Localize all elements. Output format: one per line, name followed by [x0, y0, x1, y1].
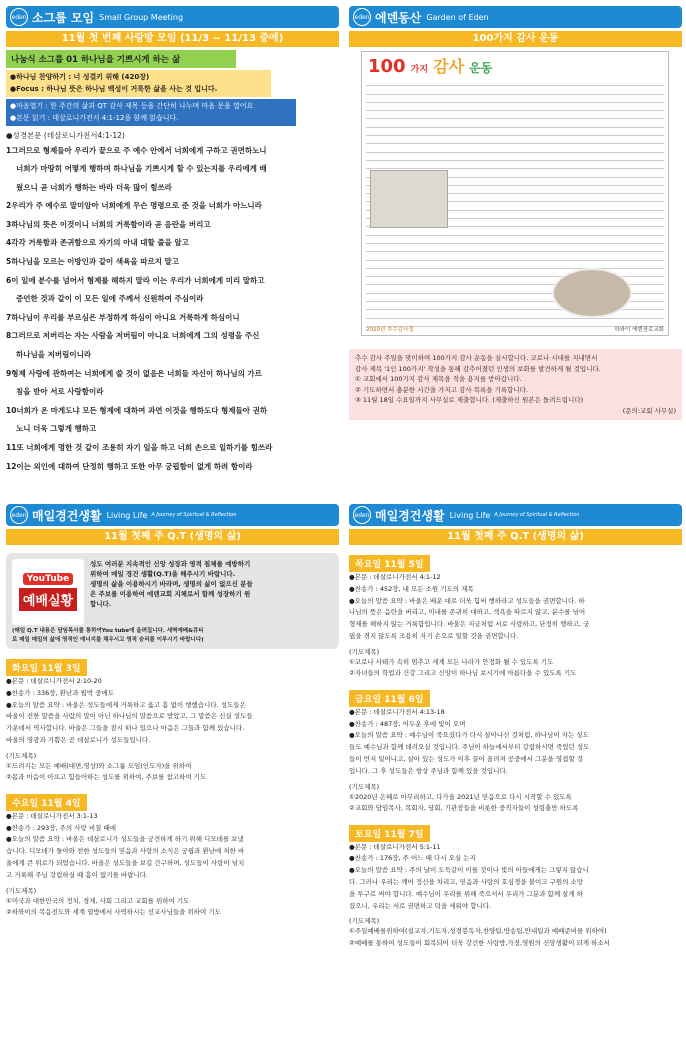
qt-line: ●찬송가 : 336장, 환난과 핍박 중에도	[6, 688, 115, 697]
opening-line: ●마음열기 : 한 주간의 삶과 QT 감사 제목 등을 간단히 나누며 마음 문을 열어요	[10, 102, 254, 110]
scripture-verse: 10너희가 온 마게도냐 모든 형제에 대하여 과연 이것을 행하도다 형제들아 권하	[6, 405, 268, 415]
scripture-verses	[6, 142, 339, 477]
qt-line: ●오늘의 말씀 요약 : 예수님이 죽으셨다가 다시 살아나신 것처럼, 하나님이 자는 성도	[349, 731, 589, 740]
scripture-verse: 8그러므로 저버리는 자는 사람을 저버림이 아니요 너희에게 그의 성령을 주신	[6, 331, 260, 341]
scripture-verse: 2우리가 주 예수로 말미암아 너희에게 무슨 명령으로 준 것을 너희가 아느니라	[6, 201, 262, 211]
qt-day-label: 목요일 11월 5일	[349, 555, 430, 572]
eden-logo-icon: eden	[10, 8, 28, 26]
sheet-line	[366, 244, 664, 252]
praise-line: ●하나님 찬양하기 : 너 성결키 위해 (420장)	[10, 73, 150, 81]
sheet-line	[366, 227, 664, 235]
living-life-left-section	[6, 504, 339, 919]
qt-day	[349, 821, 682, 950]
youtube-notice-footer	[6, 627, 339, 649]
sheet-church: 하와이 에덴장로교회	[614, 327, 664, 333]
scripture-verse: 6이 일에 분수를 넘어서 형제를 해하지 말라 이는 우리가 너희에게 미리 말하고	[6, 275, 265, 285]
scripture-verse: 1그러므로 형제들아 우리가 끝으로 주 예수 안에서 너희에게 구하고 권면하노니	[6, 145, 267, 155]
scripture-verse: 7하나님이 우리를 부르심은 부정하게 하심이 아니요 거룩하게 하심이니	[6, 312, 240, 322]
sheet-line	[366, 261, 664, 269]
section-title: 매일경건생활	[32, 508, 102, 523]
sheet-line	[366, 119, 664, 127]
thanks-banner: 100가지 감사 운동	[349, 31, 682, 47]
notice-step: ① 교회에서 100가지 감사 제목을 적을 용지를 받아갑니다.	[355, 375, 522, 383]
prayer-item: ①코로나 사태가 속히 멈추고 세계 모든 나라가 안정화 될 수 있도록 기도	[349, 657, 554, 666]
qt-line: ●찬송가 : 293장, 주의 사랑 비칠 때에	[6, 823, 117, 832]
scripture-verse: 3하나님의 뜻은 이것이니 너희의 거룩함이라 곧 음란을 버리고	[6, 219, 211, 229]
notice-step: ② 기도하면서 충분한 시간을 가지고 감사 목록을 기록합니다.	[355, 385, 529, 394]
prayer-title: (기도제목)	[349, 782, 380, 791]
section-subtitle: Living Life	[449, 510, 491, 520]
qt-line: ●본문 : 데살로니가전서 3:1-13	[6, 811, 98, 820]
prayer-item: ②몸과 마음이 아프고 힘들어하는 성도를 위하여, 주보를 참고하여 기도	[6, 773, 207, 782]
qt-day-label: 수요일 11월 4일	[6, 794, 87, 811]
living-life-header	[6, 504, 339, 526]
qt-day	[349, 686, 682, 815]
qt-line: 울에게 큰 위로가 되었습니다. 바울은 성도들을 보길 간구하며, 성도들이 사랑이 넘치	[6, 858, 245, 867]
scripture-verse: 침을 받아 서로 사랑함이라	[16, 387, 104, 397]
qt-line: 들이 먼저 일어나고, 살아 있는 성도가 이후 끌어 올려져 공중에서 그분을 영접할 것	[349, 754, 584, 763]
thanks-notice	[349, 349, 682, 420]
notice-line: (매일 Q.T 내용은 담임목사를 통하여You tube에 올려집니다. 새벽예배&큐티	[12, 628, 204, 634]
notice-line: 성도 여러분 지속적인 신앙 성장과 영적 침체를 예방하기	[90, 560, 251, 568]
notice-step: ③ 11월 18일 수요일까지 사무실로 제출합니다. (제출하신 원본은 돌려드립니다)	[355, 396, 584, 404]
youtube-icon: YouTube	[23, 573, 73, 585]
qt-day-label: 화요일 11월 3일	[6, 659, 87, 676]
sheet-title-movement: 운동	[469, 61, 493, 75]
qt-line: 입니다. 그 후 성도들은 항상 주님과 함께 있을 것입니다.	[349, 766, 508, 775]
section-tagline: A Journey of Spiritual & Reflection	[151, 512, 237, 518]
prayer-item: ②자녀들의 학업과 건강 그리고 신앙이 하나님 보시기에 아름다울 수 있도록 기도	[349, 669, 577, 678]
qt-day	[349, 551, 682, 680]
prayer-item: ①드려지는 모든 예배(대면,영상)와 소그룹 모임(인도자)을 위하여	[6, 761, 192, 770]
prayer-item: ①미국과 대한민국의 정치, 경제, 사회 그리고 교회를 위하여 기도	[6, 896, 190, 905]
qt-banner: 11월 첫째 주 Q.T (생명의 삶)	[349, 529, 682, 545]
scripture-heading: ●성경본문 (데살로니가전서4:1-12)	[6, 131, 125, 140]
section-subtitle: Living Life	[106, 510, 148, 520]
youtube-notice	[6, 553, 339, 631]
qt-day	[6, 655, 339, 784]
notice-contact: (문의:교회 사무실)	[622, 406, 676, 415]
qt-line: ●찬송가 : 487장, 어두운 후에 빛이 오며	[349, 719, 466, 728]
small-group-section	[6, 6, 339, 476]
qt-line: 들도 예수님과 함께 데려오실 것입니다. 주님이 하늘에서부터 강림하시면 죽었던 성도	[349, 743, 590, 752]
qt-days-right	[349, 551, 682, 949]
qt-line: 바울의 영광과 기쁨은 곧 데살로니가 성도들입니다.	[6, 735, 151, 744]
scripture-verse: 5하나님을 모르는 이방인과 같이 색욕을 따르지 말고	[6, 257, 180, 267]
youtube-notice-text	[90, 559, 253, 625]
section-tagline: A Journey of Spiritual & Reflection	[494, 512, 580, 518]
qt-line: ●오늘의 말씀 요약 : 바울은 배운 대로 더욱 힘써 행하라고 성도들을 권면합니다. 하	[349, 596, 585, 605]
notice-line: 로 매일 매일의 삶에 영적인 에너지를 채우시고 영적 승리를 이루시기 바랍니다)	[12, 637, 204, 643]
scripture-verse: 11또 너희에게 명한 것 같이 조용히 자기 일을 하고 너희 손으로 일하기를 힘쓰라	[6, 443, 273, 452]
qt-line: 다. 그러나 우리는 깨어 정신을 차리고, 믿음과 사랑의 호심경을 붙이고 구원의 소망	[349, 877, 584, 886]
qt-line: ●오늘의 말씀 요약 : 바울은 성도들에게 거룩하고 옳고 흠 없이 행했습니다. 성도들은	[6, 700, 246, 709]
sheet-line	[366, 236, 664, 244]
prayer-item: ①2020년 은혜로 마무리하고, 다가올 2021년 믿음으로 다시 시작할 수 있도록	[349, 792, 572, 801]
sheet-line	[366, 153, 664, 161]
focus-line: ●Focus : 하나님 뜻은 하나님 백성이 거룩한 삶을 사는 것 입니다.	[10, 84, 218, 93]
sheet-line	[366, 310, 664, 318]
scripture-verse: 12이는 외인에 대하여 단정히 행하고 또한 아무 궁핍함이 없게 하려 함이라	[6, 461, 253, 471]
reading-line: ●본문 읽기 : 데살로니가전서 4:1-12을 함께 읽습니다.	[10, 113, 179, 122]
sheet-title-100: 100	[368, 56, 406, 77]
sheet-line	[366, 95, 664, 103]
qt-day-label: 토요일 11월 7일	[349, 825, 430, 842]
sheet-year: 2020년 추수감사절	[366, 327, 414, 333]
qt-line: 셨으니, 우리는 서로 권면하고 덕을 세워야 합니다.	[349, 901, 492, 910]
notice-line: 감사 제목 '1인 100가지' 작성을 통해 감추어졌던 인생의 보화를 발견하게 될 것입니다.	[355, 364, 601, 373]
sheet-photo-pastors	[552, 268, 632, 318]
qt-day	[6, 790, 339, 919]
qt-line: 바울이 전한 말씀을 사람의 말이 아닌 하나님의 말씀으로 받았고, 그 말씀은 신실 성도들	[6, 712, 253, 721]
living-life-header	[349, 504, 682, 526]
garden-header	[349, 6, 682, 28]
prayer-title: (기도제목)	[6, 751, 37, 760]
sheet-line	[366, 111, 664, 119]
prayer-title: (기도제목)	[6, 886, 37, 895]
eden-logo-icon: eden	[10, 506, 28, 524]
qt-line: 나님의 뜻은 음란을 버리고, 이내를 존귀히 대하고, 색욕을 따르지 않고, 분수를 넘어	[349, 608, 586, 617]
scripture-verse: 4각각 거룩함과 존귀함으로 자기의 아내 대할 줄을 알고	[6, 238, 189, 248]
section-title: 소그룹 모임	[32, 10, 95, 25]
thanks-sheet-image	[361, 51, 669, 336]
sheet-title-thanks: 감사	[433, 57, 465, 76]
opening-box	[6, 99, 296, 126]
prayer-item: ②예배를 통하여 성도들이 회복되어 더욱 강건한 사랑방,가정,영원의 신앙생활이 되게 하소서	[349, 938, 610, 947]
qt-line: ●찬송가 : 176장, 주 어느 때 다시 오실 는지	[349, 854, 476, 863]
scripture-verse: 웠으니 곧 너희가 행하는 바라 더욱 많이 힘쓰라	[16, 182, 172, 192]
scripture-verse: 9형제 사랑에 관하여는 너희에게 쓸 것이 없음은 너희들 자신이 하나님의 가르	[6, 368, 262, 378]
notice-line: 추수 감사 주일을 맞이하여 100가지 감사 운동을 실시합니다. 코로나 시대를 지내면서	[355, 354, 598, 362]
notice-line: 생명의 삶을 이용하시기 바라며, 생명의 삶이 없으신 분들	[90, 580, 253, 588]
qt-line: 습니다. 디모데가 돌아와 전한 성도들의 믿음과 사랑의 소식은 궁핍과 환난에 처한 바	[6, 847, 245, 856]
sheet-line	[366, 78, 664, 86]
sheet-photo-letters	[370, 170, 448, 228]
qt-line: 형제를 해하지 않는 거룩함입니다. 바울은 지금처럼 서로 사랑하고, 단정히 행하고, 궁	[349, 620, 590, 629]
notice-line: 위하여 매일 경건 생활(Q.T)을 해주시기 바랍니다.	[90, 570, 236, 578]
sheet-line	[366, 144, 664, 152]
small-group-header	[6, 6, 339, 28]
section-subtitle: Garden of Eden	[426, 12, 489, 22]
sheet-line	[366, 86, 664, 94]
qt-line: ●본문 : 데살로니가전서 5:1-11	[349, 842, 441, 851]
qt-line: 고 거룩해 주님 강림하실 때 흠이 없기를 바랍니다.	[6, 870, 149, 879]
prayer-item: ②하와이의 복음전도와 세계 열방에서 사역하시는 선교사님들을 위하여 기도	[6, 908, 221, 917]
qt-day-label: 금요일 11월 6일	[349, 690, 430, 707]
worship-live-label: 예배실황	[19, 588, 77, 611]
qt-days-left	[6, 655, 339, 919]
qt-line: ●본문 : 데살로니가전서 4:1-12	[349, 573, 441, 581]
qt-line: ●찬송가 : 452장, 내 모든 소원 기도의 제목	[349, 584, 474, 593]
section-title: 매일경건생활	[375, 508, 445, 523]
qt-line: ●본문 : 데살로니가전서 4:13-18	[349, 707, 445, 716]
lesson-title: 나눔식 소그룹 01 하나님을 기쁘시게 하는 삶	[6, 50, 236, 68]
qt-line: ●오늘의 말씀 요약 : 바울은 데살로니가 성도들을 궁견하게 하기 위해 디모데를 보냈	[6, 835, 244, 844]
scripture-verse: 하나님을 저버림이니라	[16, 350, 92, 360]
eden-logo-icon: eden	[353, 8, 371, 26]
garden-section	[349, 6, 682, 416]
qt-line: 핍을 겪지 않도록 조용히 자기 손으로 일할 것을 권면합니다.	[349, 631, 519, 640]
sheet-line	[366, 252, 664, 260]
qt-line: 을 투구로 써야 합니다. 예수님이 우리를 위해 죽으셔서 우리가 그분과 함께 살게 하	[349, 889, 584, 898]
scripture-verse: 증언한 것과 같이 이 모든 일에 주께서 신원하여 주심이라	[16, 294, 204, 304]
eden-logo-icon: eden	[353, 506, 371, 524]
sheet-line	[366, 161, 664, 169]
qt-line: 가운데서 역사합니다. 바울은 그들을 잠시 떠나 있으나 마음은 그들과 함께 있습니다.	[6, 724, 245, 733]
scripture-verse: 노니 더욱 그렇게 행하고	[16, 424, 97, 434]
notice-line: 합니다.	[90, 600, 112, 608]
qt-line: ●본문 : 데살로니가전서 2:10-20	[6, 677, 102, 685]
living-life-right-section	[349, 504, 682, 949]
sheet-line	[366, 128, 664, 136]
sheet-line	[366, 136, 664, 144]
notice-line: 은 주보를 이용하여 에덴교회 지체로서 함께 성장하기 원	[90, 590, 251, 598]
prayer-item: ①주일예배를위하여(설교자,기도자,성경봉독자,찬양팀,방송팀,안내팀과 예배준비를 위하여)	[349, 927, 607, 936]
scripture-verse: 너희가 마땅히 어떻게 행하며 하나님을 기쁘시게 할 수 있는지를 우리에게 배	[16, 164, 267, 174]
sheet-title	[368, 54, 492, 77]
prayer-item: ②교회와 담임목사, 목회자, 당회, 기관장들을 비롯한 중직자들이 성령충만 하도록	[349, 804, 579, 813]
section-subtitle: Small Group Meeting	[99, 12, 184, 22]
qt-banner: 11월 첫째 주 Q.T (생명의 삶)	[6, 529, 339, 545]
sheet-title-kinds: 가지	[410, 65, 429, 75]
qt-line: ●오늘의 말씀 요약 : 주의 날이 도둑같이 이를 것이나 빛의 아들에게는 그렇지 않습니	[349, 866, 589, 875]
prayer-title: (기도제목)	[349, 917, 380, 926]
prayer-title: (기도제목)	[349, 647, 380, 656]
sheet-line	[366, 103, 664, 111]
youtube-worship-badge[interactable]	[12, 559, 84, 625]
praise-focus-box	[6, 70, 271, 97]
meeting-banner: 11월 첫 번째 사랑방 모임 (11/3 ~ 11/13 중에)	[6, 31, 339, 47]
section-title: 에덴동산	[375, 10, 422, 25]
